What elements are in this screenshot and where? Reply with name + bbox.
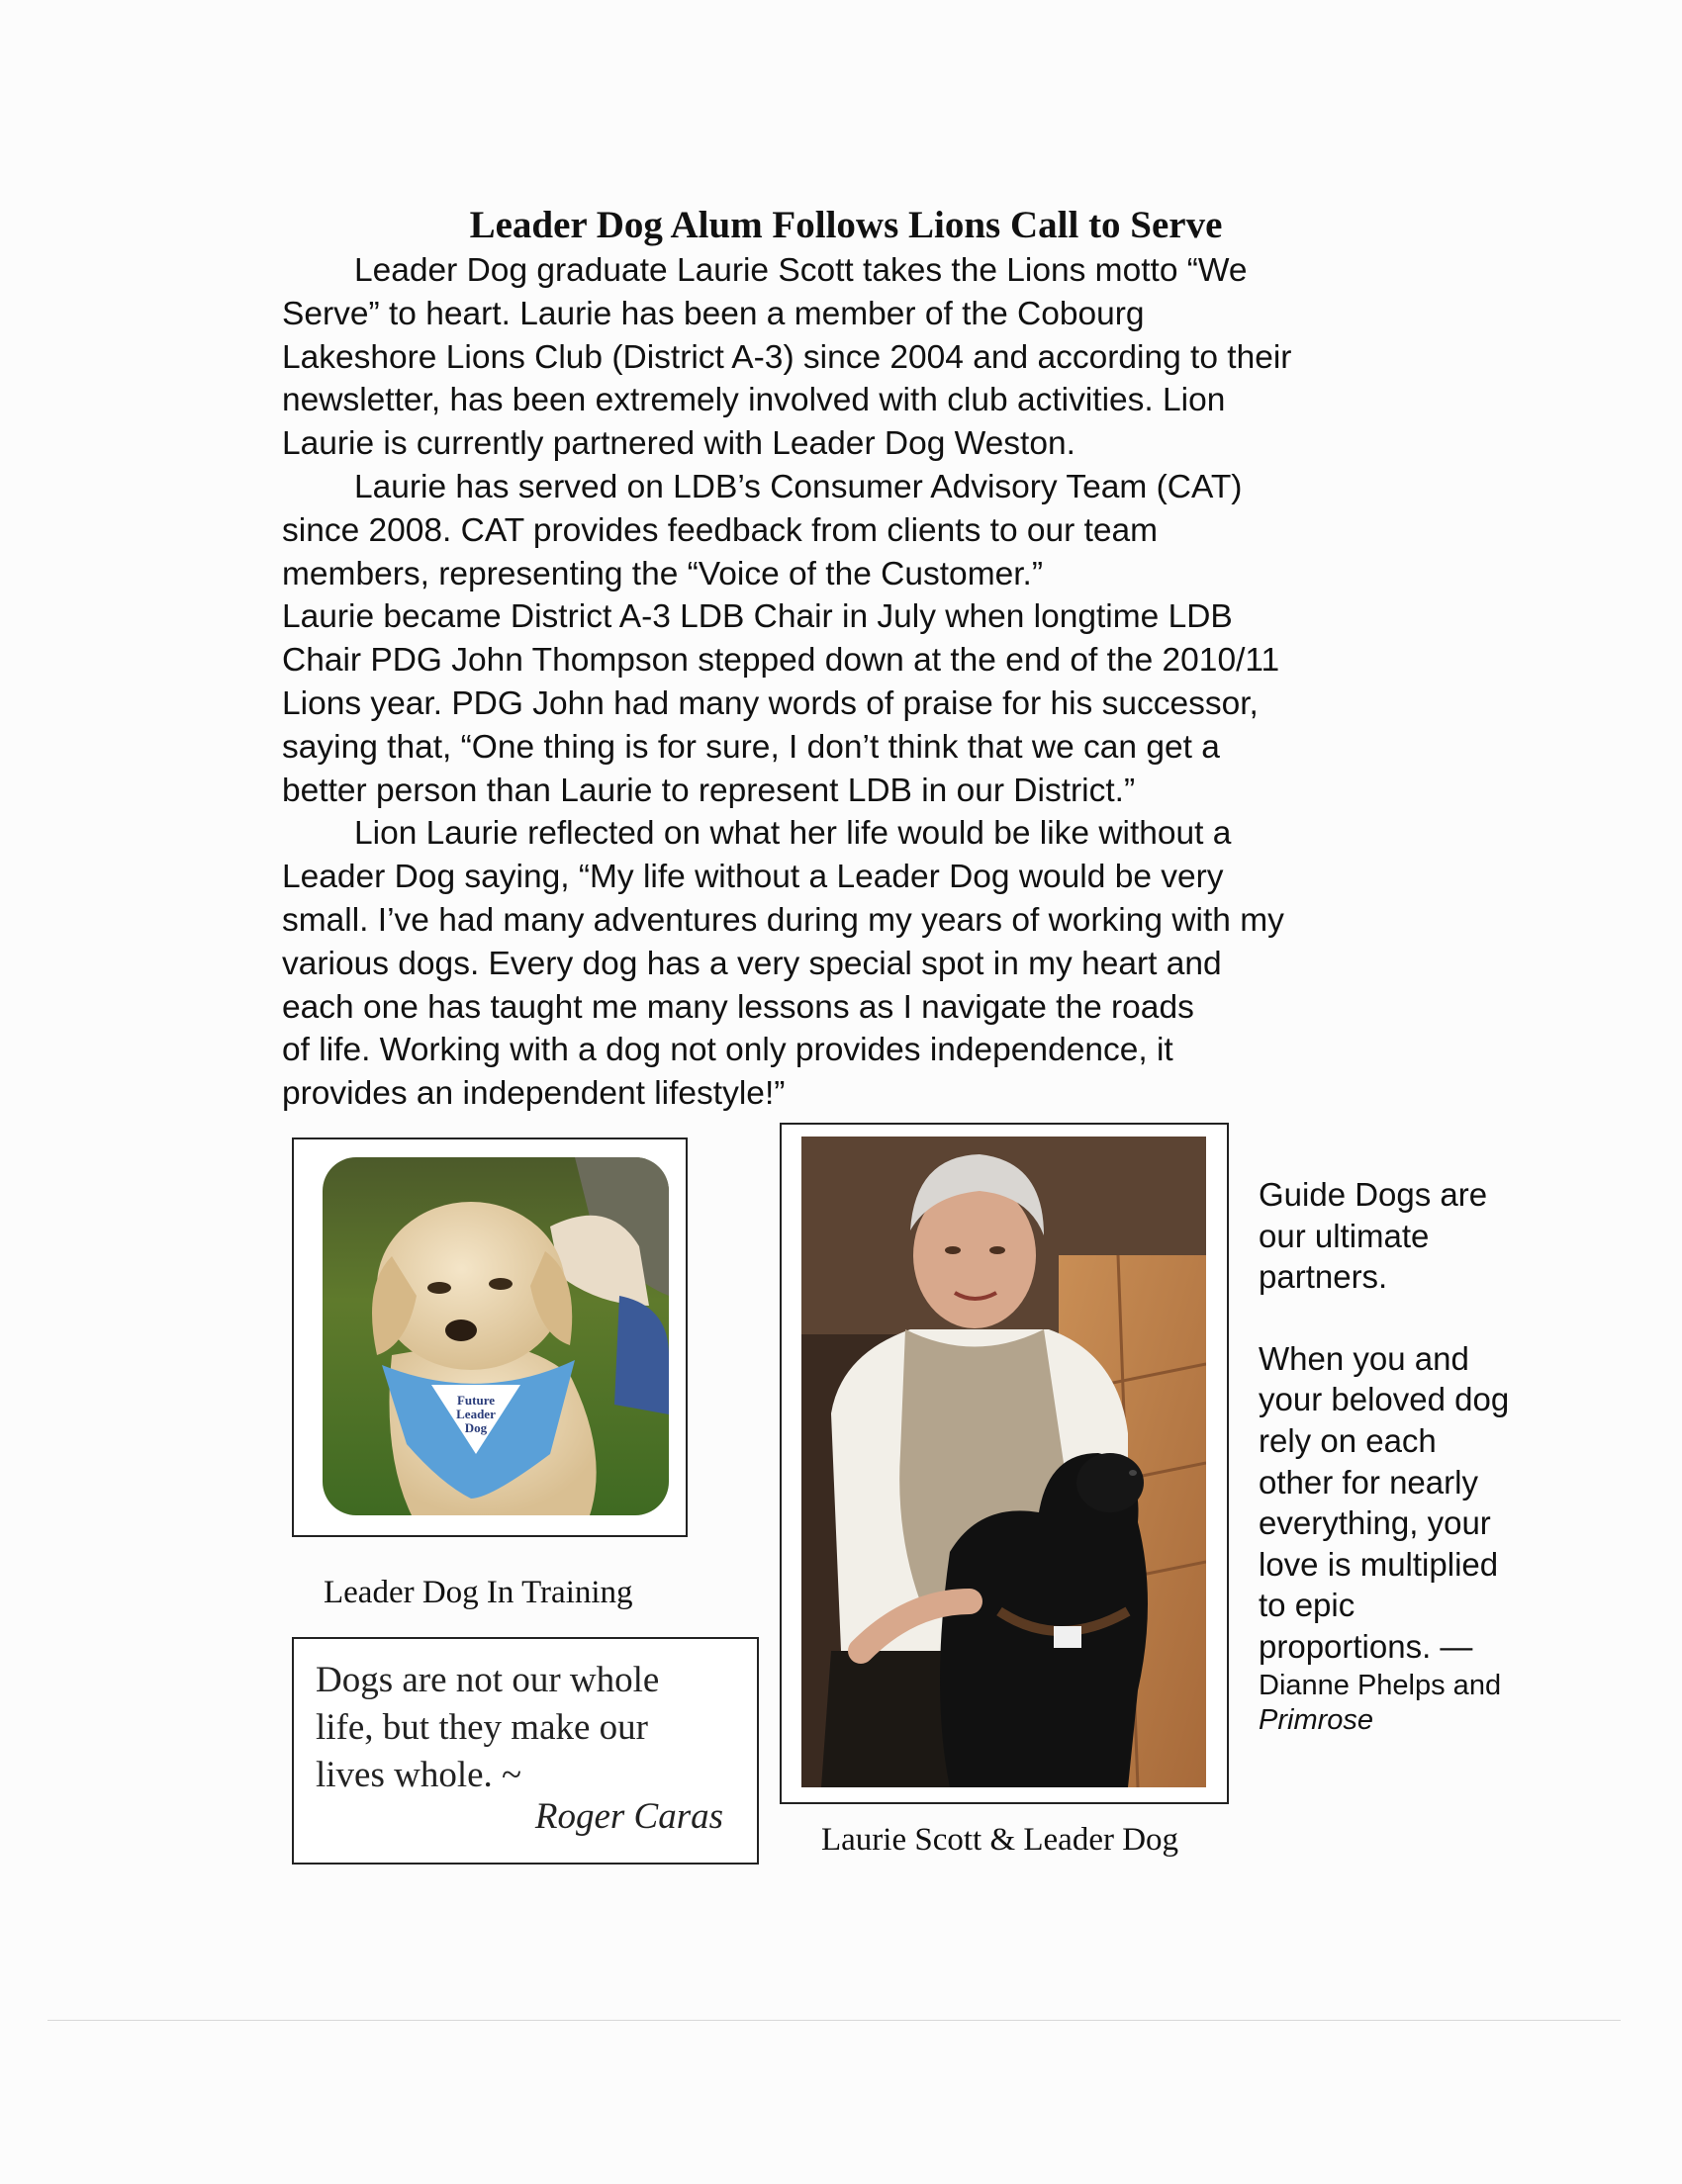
article-body [282, 249, 1430, 1116]
laurie-caption: Laurie Scott & Leader Dog [821, 1822, 1179, 1858]
paragraph-1: Leader Dog graduate Laurie Scott takes the Lions motto “We Serve” to heart. Laurie has been a member of the Cobourg Lakeshore Lions Club (District A-3) since 2004 and according to their newsletter, has been extremely involved with club activities. Lion Laurie is currently partnered with Leader Dog Weston. [282, 252, 1292, 463]
sidebar-line-2: When you and your beloved dog rely on each other for nearly everything, your love is multiplied to epic proportions. — [1259, 1339, 1510, 1665]
paragraph-4: Lion Laurie reflected on what her life would be like without a Leader Dog saying, “My life without a Leader Dog would be very small. I’ve had many adventures during my years of working with my various dogs. Every dog has a very special spot in my heart and each one has taught me many lessons as I navigate the roads of life. Working with a dog not only provides independence, it provides an independent lifestyle!” [282, 815, 1284, 1113]
puppy-photo [323, 1157, 669, 1515]
puppy-photo-frame [292, 1138, 688, 1537]
quote-text: Dogs are not our whole life, but they make our lives whole. ~ [316, 1660, 660, 1795]
quote-box [292, 1637, 759, 1865]
paragraph-2: Laurie has served on LDB’s Consumer Advisory Team (CAT) since 2008. CAT provides feedback from clients to our team members, representing the “Voice of the Customer.” [282, 468, 1243, 592]
paragraph-3: Laurie became District A-3 LDB Chair in July when longtime LDB Chair PDG John Thompson stepped down at the end of the 2010/11 Lions year. PDG John had many words of praise for his successor, saying that, “One thing is for sure, I don’t think that we can get a better person than Laurie to represent LDB in our District.” [282, 598, 1280, 809]
sidebar-quote [1259, 1174, 1575, 1737]
laurie-photo [801, 1137, 1206, 1787]
quote-author: Roger Caras [534, 1796, 723, 1837]
puppy-caption: Leader Dog In Training [324, 1575, 633, 1610]
sidebar-dog-name: Primrose [1259, 1703, 1374, 1736]
sidebar-line-1: Guide Dogs are our ultimate partners. [1259, 1176, 1488, 1296]
bottom-rule [47, 2020, 1621, 2021]
article-title: Leader Dog Alum Follows Lions Call to Serve [469, 204, 1223, 246]
laurie-photo-frame [780, 1123, 1229, 1804]
bandana-text: Future Leader Dog [456, 1393, 496, 1435]
sidebar-attribution: Dianne Phelps and [1259, 1669, 1502, 1701]
